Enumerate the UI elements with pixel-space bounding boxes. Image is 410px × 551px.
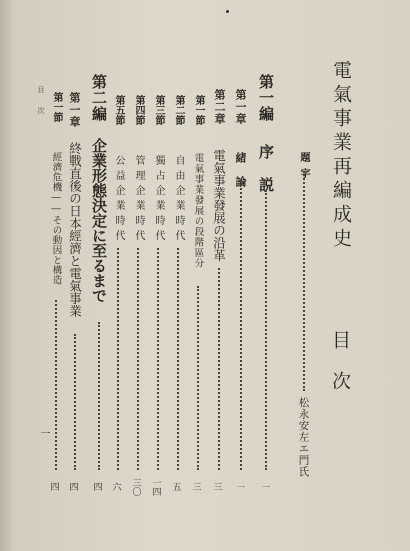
section1-leader-dots bbox=[197, 286, 199, 470]
part2-chapter1-title: 終戰直後の日本經濟と電氣事業 bbox=[67, 142, 83, 317]
part2-chapter1-page-number: 四 bbox=[69, 483, 79, 493]
part2-chapter1-label: 第一章 bbox=[68, 92, 81, 128]
foreword-calligraphy-label: 題字 bbox=[298, 152, 309, 184]
section3-label: 第三節 bbox=[153, 95, 164, 125]
chapter2-leader-dots bbox=[218, 268, 220, 470]
book-title: 電氣事業再編成史 bbox=[330, 60, 352, 252]
ink-smudge bbox=[226, 10, 229, 13]
section2-page-number: 五 bbox=[172, 483, 182, 493]
contents-heading: 目 次 bbox=[329, 330, 351, 390]
part1-title: 序 説 bbox=[257, 144, 275, 192]
section3-leader-dots bbox=[157, 248, 159, 470]
part2-label: 第二編 bbox=[90, 74, 108, 122]
section4-leader-dots bbox=[137, 248, 139, 470]
section2-label: 第二節 bbox=[173, 95, 184, 125]
part2-page-number: 四 bbox=[93, 483, 103, 493]
part2-section1-title: 經濟危機――その動因と構造 bbox=[50, 152, 62, 285]
section5-title: 公益企業時代 bbox=[113, 155, 124, 245]
section4-title: 管理企業時代 bbox=[133, 155, 144, 245]
part2-section1-leader-dots bbox=[55, 300, 57, 470]
part2-section1-label: 第一節 bbox=[51, 92, 62, 122]
part2-chapter1-leader-dots bbox=[74, 334, 76, 470]
part1-chapter2-title: 電氣事業發展の沿革 bbox=[211, 149, 227, 262]
part1-chapter1-label: 第一章 bbox=[234, 89, 247, 125]
folio-number: 一 bbox=[38, 428, 49, 438]
part1-label: 第一編 bbox=[257, 74, 275, 122]
section1-label: 第一節 bbox=[193, 95, 204, 125]
section3-page-number: 一四 bbox=[152, 479, 162, 498]
section2-title: 自由企業時代 bbox=[173, 155, 184, 245]
section5-label: 第五節 bbox=[113, 95, 124, 125]
section5-leader-dots bbox=[117, 248, 119, 470]
part1-page-number: 一 bbox=[262, 483, 270, 492]
section3-title: 獨占企業時代 bbox=[153, 155, 164, 245]
calligrapher-name: 松永安左エ門氏 bbox=[297, 397, 310, 478]
section1-title: 電氣事業發展の段階區分 bbox=[192, 153, 204, 269]
chapter1-leader-dots bbox=[240, 180, 242, 470]
part2-leader-dots bbox=[98, 322, 100, 470]
section4-label: 第四節 bbox=[133, 95, 144, 125]
section4-page-number: 三〇 bbox=[132, 479, 142, 498]
part1-chapter1-title: 緒 論 bbox=[234, 152, 247, 187]
author-leader-dots bbox=[303, 171, 305, 391]
chapter2-page-number: 三 bbox=[213, 483, 223, 493]
part2-section1-page-number: 四 bbox=[50, 483, 60, 493]
part2-title: 企業形態決定に至るまで bbox=[90, 138, 108, 303]
part1-chapter2-label: 第二章 bbox=[213, 89, 226, 125]
chapter1-page-number: 一 bbox=[237, 483, 245, 492]
part1-leader-dots bbox=[265, 190, 267, 470]
running-head: 目 次 bbox=[37, 86, 45, 117]
section2-leader-dots bbox=[177, 248, 179, 470]
section5-page-number: 六 bbox=[112, 483, 122, 493]
section1-page-number: 三 bbox=[192, 483, 202, 493]
